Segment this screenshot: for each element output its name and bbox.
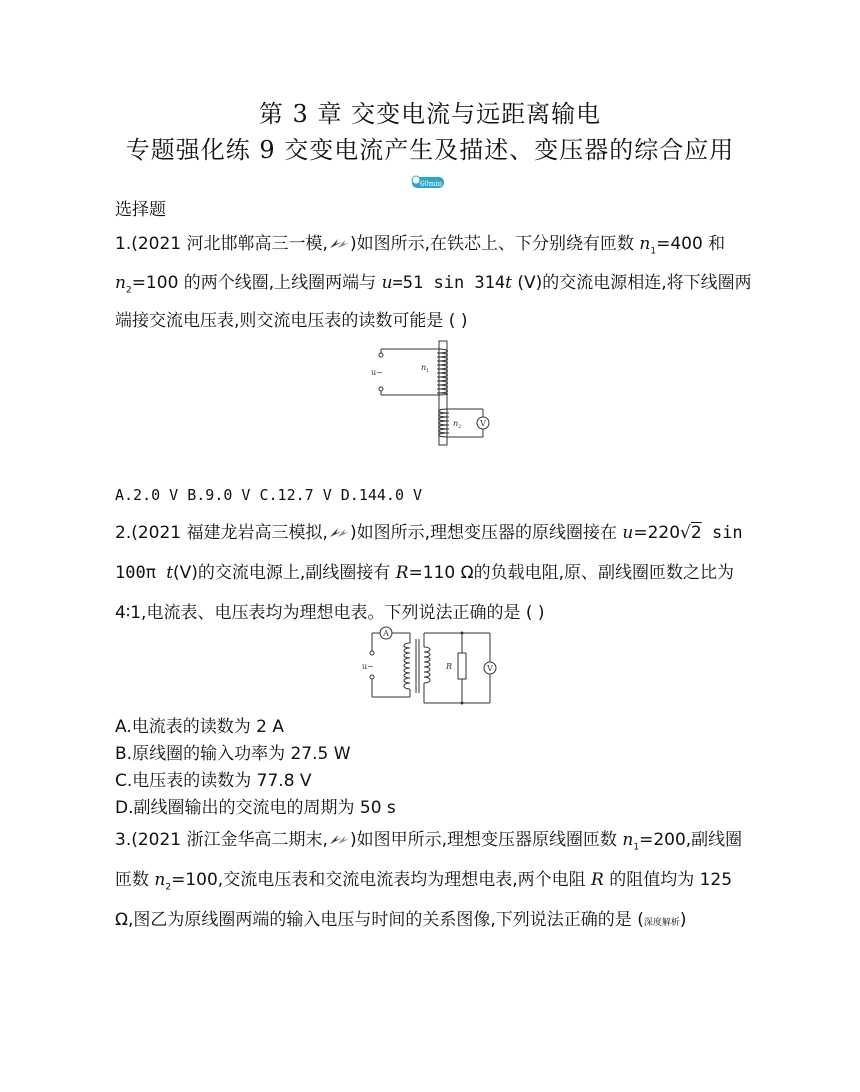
q1-voltmeter-label: V (480, 419, 486, 428)
q2-source-label: u~ (362, 662, 374, 671)
q2-option-d: D.副线圈输出的交流电的周期为 50 s (115, 798, 396, 818)
q2-option-a: A.电流表的读数为 2 A (115, 717, 284, 737)
q2-transformer-figure (362, 625, 497, 707)
section-heading: 选择题 (115, 200, 166, 220)
q1-line-1: 1.(2021 河北邯郸高三一模, )如图所示,在铁芯上、下分别绕有匝数 $n_1=400$ 和 (115, 234, 726, 257)
difficulty-stars-icon (328, 832, 350, 846)
q1-coil2-sub: 2 (458, 424, 462, 430)
q3-line-1: 3.(2021 浙江金华高二期末, )如图甲所示,理想变压器原线圈匝数 $n_1=200$,副线圈 (115, 830, 743, 853)
q3-deep-analysis-tag: 深度解析 (643, 918, 680, 928)
q1-line-3: 端接交流电压表,则交流电压表的读数可能是 ( ) (115, 311, 468, 331)
q1-coil1-label: n (421, 363, 427, 372)
difficulty-stars-icon (328, 525, 350, 539)
q1-line-2: $n_2=100$ 的两个线圈,上线圈两端与 u=51 sin 314t (V)的交流电源相连,将下线圈两 (115, 273, 752, 296)
topic-title: 专题强化练 9 交变电流产生及描述、变压器的综合应用 (125, 136, 735, 164)
difficulty-stars-icon (328, 236, 350, 250)
q3-line-2: 匝数 $n_2=100$,交流电压表和交流电流表均为理想电表,两个电阻 R 的阻值均为 125 (115, 870, 733, 893)
q2-voltmeter-label: V (487, 664, 493, 673)
chapter-title: 第 3 章 交变电流与远距离输电 (258, 100, 602, 128)
q2-option-b: B.原线圈的输入功率为 27.5 W (115, 744, 351, 764)
q1-coil1-sub: 1 (426, 368, 430, 374)
q1-transformer-figure (365, 333, 497, 449)
q2-option-c: C.电压表的读数为 77.8 V (115, 771, 312, 791)
q2-line-3: 4∶1,电流表、电压表均为理想电表。下列说法正确的是 ( ) (115, 603, 545, 623)
q2-resistor-label: R (446, 662, 453, 671)
time-badge-text: 60min (419, 180, 443, 188)
q1-coil2-label: n (453, 419, 459, 428)
q2-line-2: 100π t(V)的交流电源上,副线圈接有 R=110 Ω的负载电阻,原、副线圈匝数之比为 (115, 563, 735, 583)
q2-line-1: 2.(2021 福建龙岩高三模拟, )如图所示,理想变压器的原线圈接在 u=220√2 sin (115, 523, 743, 543)
q3-line-3: Ω,图乙为原线圈两端的输入电压与时间的关系图像,下列说法正确的是 (深度解析) (115, 910, 687, 930)
q1-source-label: u~ (371, 368, 383, 377)
q1-options: A.2.0 V B.9.0 V C.12.7 V D.144.0 V (115, 486, 423, 504)
clock-icon (411, 175, 445, 189)
q2-ammeter-label: A (383, 629, 389, 638)
